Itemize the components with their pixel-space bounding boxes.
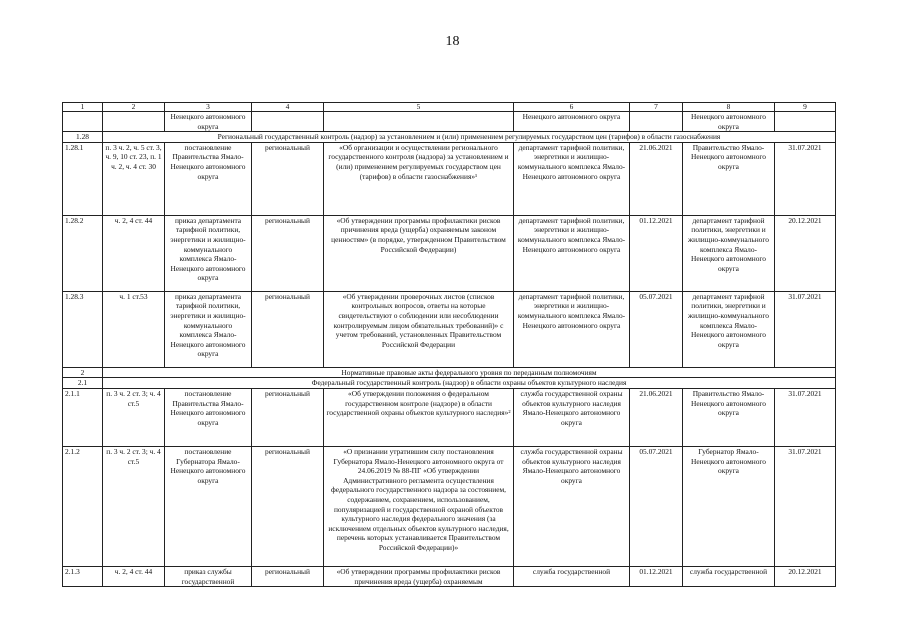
level-cell: региональный	[252, 291, 324, 367]
col-header: 7	[630, 103, 683, 112]
doc-type-cell: Ненецкого автономного округа	[165, 112, 252, 132]
section-row	[63, 378, 836, 389]
col-header: 5	[324, 103, 514, 112]
item-number-cell: 1.28.3	[63, 291, 103, 367]
dev-deadline-cell: 01.12.2021	[630, 566, 683, 586]
section-title: Федеральный государственный контроль (надзор) в области охраны объектов культурного наследия	[103, 378, 836, 389]
table-row	[63, 446, 836, 566]
col-header: 6	[514, 103, 630, 112]
level-cell: региональный	[252, 142, 324, 215]
approver-cell: департамент тарифной политики, энергетики и жилищно-коммунального комплекса Ямало-Ненецкого автономного округа	[683, 215, 775, 291]
article-ref-cell: ч. 2, 4 ст. 44	[103, 566, 165, 586]
section-number: 1.28	[63, 132, 103, 143]
doc-title-cell: «Об утверждении программы профилактики рисков причинения вреда (ущерба) охраняемым	[324, 566, 514, 586]
col-header: 1	[63, 103, 103, 112]
col-header: 8	[683, 103, 775, 112]
continuation-row	[63, 112, 836, 132]
approver-cell: департамент тарифной политики, энергетики и жилищно-коммунального комплекса Ямало-Ненецкого автономного округа	[683, 291, 775, 367]
doc-title-cell: «Об утверждении положения о федеральном государственном контроле (надзоре) в области государственной охраны объектов культурного наследия»²	[324, 388, 514, 446]
developer-cell: служба государственной	[514, 566, 630, 586]
dev-deadline-cell: 21.06.2021	[630, 142, 683, 215]
section-number: 2.1	[63, 378, 103, 389]
doc-type-cell: приказ департамента тарифной политики, энергетики и жилищно-коммунального комплекса Ямало-Ненецкого автономного округа	[165, 215, 252, 291]
item-number-cell: 2.1.3	[63, 566, 103, 586]
section-row	[63, 132, 836, 143]
col-header: 2	[103, 103, 165, 112]
approval-deadline-cell: 20.12.2021	[775, 566, 836, 586]
approver-cell: Правительство Ямало-Ненецкого автономного округа	[683, 142, 775, 215]
doc-title-cell: «Об организации и осуществлении регионального государственного контроля (надзора) за установлением и (или) применением регулируемых государством цен (тарифов) в области газоснабжения»¹	[324, 142, 514, 215]
level-cell: региональный	[252, 446, 324, 566]
developer-cell: Ненецкого автономного округа	[514, 112, 630, 132]
item-number-cell: 1.28.1	[63, 142, 103, 215]
article-ref-cell: ч. 2, 4 ст. 44	[103, 215, 165, 291]
doc-title-cell: «О признании утратившим силу постановления Губернатора Ямало-Ненецкого автономного округа от 24.06.2019 № 88-ПГ «Об утверждении Административного регламента осуществления федерального государственного надзора за состоянием, содержанием, сохранением, использованием, популяризацией и государственной охраной объектов культурного наследия федерального значения (за исключением отдельных объектов культурного наследия, перечень которых устанавливается Правительством Российской Федерации)»	[324, 446, 514, 566]
developer-cell: служба государственной охраны объектов культурного наследия Ямало-Ненецкого автономного округа	[514, 446, 630, 566]
dev-deadline-cell: 05.07.2021	[630, 446, 683, 566]
doc-title-cell: «Об утверждении программы профилактики рисков причинения вреда (ущерба) охраняемым законом ценностям» (в порядке, утвержденном Правительством Российской Федерации)	[324, 215, 514, 291]
section-title: Нормативные правовые акты федерального уровня по переданным полномочиям	[103, 367, 836, 378]
table-row	[63, 388, 836, 446]
developer-cell: служба государственной охраны объектов культурного наследия Ямало-Ненецкого автономного округа	[514, 388, 630, 446]
section-row	[63, 367, 836, 378]
level-cell: региональный	[252, 388, 324, 446]
developer-cell: департамент тарифной политики, энергетики и жилищно-коммунального комплекса Ямало-Ненецкого автономного округа	[514, 291, 630, 367]
table-row	[63, 291, 836, 367]
approver-cell: служба государственной	[683, 566, 775, 586]
approval-deadline-cell: 31.07.2021	[775, 446, 836, 566]
registry-table	[62, 102, 836, 587]
table-row	[63, 566, 836, 586]
approval-deadline-cell: 31.07.2021	[775, 142, 836, 215]
developer-cell: департамент тарифной политики, энергетики и жилищно-коммунального комплекса Ямало-Ненецкого автономного округа	[514, 142, 630, 215]
approver-cell: Ненецкого автономного округа	[683, 112, 775, 132]
article-ref-cell: п. 3 ч. 2, ч. 5 ст. 3, ч. 9, 10 ст. 23, п. 1 ч. 2, ч. 4 ст. 30	[103, 142, 165, 215]
developer-cell: департамент тарифной политики, энергетики и жилищно-коммунального комплекса Ямало-Ненецкого автономного округа	[514, 215, 630, 291]
dev-deadline-cell: 01.12.2021	[630, 215, 683, 291]
col-header: 9	[775, 103, 836, 112]
doc-type-cell: постановление Правительства Ямало-Ненецкого автономного округа	[165, 388, 252, 446]
section-number: 2	[63, 367, 103, 378]
doc-title-cell: «Об утверждении проверочных листов (списков контрольных вопросов, ответы на которые свидетельствуют о соблюдении или несоблюдении контролируемым лицом обязательных требований)» с учетом требований, установленных Правительством Российской Федерации	[324, 291, 514, 367]
table-row	[63, 215, 836, 291]
item-number-cell: 1.28.2	[63, 215, 103, 291]
dev-deadline-cell: 05.07.2021	[630, 291, 683, 367]
table-row	[63, 142, 836, 215]
approver-cell: Правительство Ямало-Ненецкого автономного округа	[683, 388, 775, 446]
dev-deadline-cell: 21.06.2021	[630, 388, 683, 446]
article-ref-cell: ч. 1 ст.53	[103, 291, 165, 367]
section-title: Региональный государственный контроль (надзор) за установлением и (или) применением регулируемых государством цен (тарифов) в области газоснабжения	[103, 132, 836, 143]
col-header: 3	[165, 103, 252, 112]
item-number-cell: 2.1.2	[63, 446, 103, 566]
article-ref-cell: п. 3 ч. 2 ст. 3; ч. 4 ст.5	[103, 446, 165, 566]
page-number: 18	[445, 34, 460, 49]
approval-deadline-cell: 31.07.2021	[775, 388, 836, 446]
doc-type-cell: постановление Губернатора Ямало-Ненецкого автономного округа	[165, 446, 252, 566]
approval-deadline-cell: 20.12.2021	[775, 215, 836, 291]
level-cell: региональный	[252, 566, 324, 586]
doc-type-cell: постановление Правительства Ямало-Ненецкого автономного округа	[165, 142, 252, 215]
approval-deadline-cell: 31.07.2021	[775, 291, 836, 367]
doc-type-cell: приказ службы государственной	[165, 566, 252, 586]
col-header: 4	[252, 103, 324, 112]
approver-cell: Губернатор Ямало-Ненецкого автономного округа	[683, 446, 775, 566]
article-ref-cell: п. 3 ч. 2 ст. 3; ч. 4 ст.5	[103, 388, 165, 446]
level-cell: региональный	[252, 215, 324, 291]
column-number-row	[63, 103, 836, 112]
doc-type-cell: приказ департамента тарифной политики, энергетики и жилищно-коммунального комплекса Ямало-Ненецкого автономного округа	[165, 291, 252, 367]
item-number-cell: 2.1.1	[63, 388, 103, 446]
